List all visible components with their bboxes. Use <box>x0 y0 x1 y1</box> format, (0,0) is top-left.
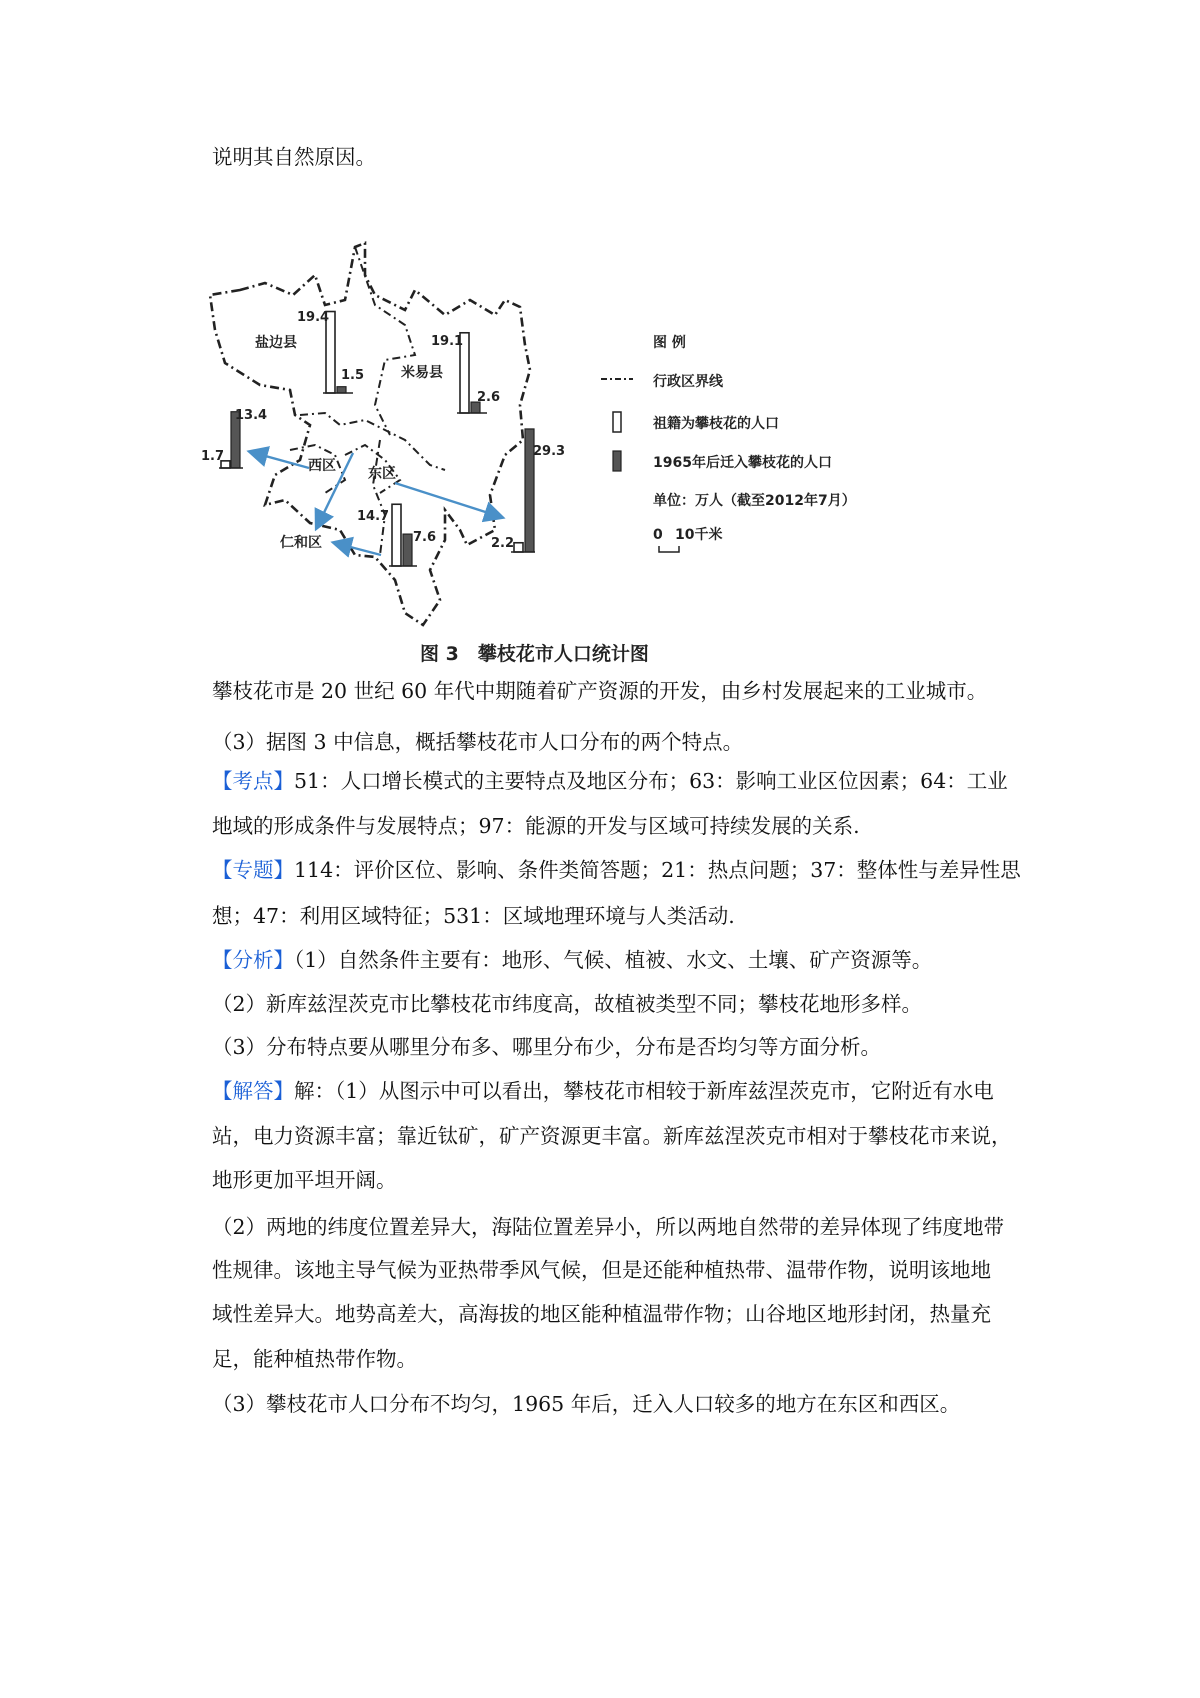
legend-migrant-symbol <box>613 451 621 471</box>
jieda-line-4: （2）两地的纬度位置差异大，海陆位置差异小，所以两地自然带的差异体现了纬度地带 <box>212 1215 1005 1239</box>
zhuanti-tag: 【专题】 <box>212 858 294 882</box>
jieda-line-8: （3）攀枝花市人口分布不均匀，1965 年后，迁入人口较多的地方在东区和西区。 <box>212 1392 961 1416</box>
jieda-line-2: 站，电力资源丰富；靠近钛矿，矿产资源更丰富。新库兹涅茨克市相对于攀枝花市来说， <box>212 1124 1012 1148</box>
paragraph-p2: （3）据图 3 中信息，概括攀枝花市人口分布的两个特点。 <box>212 730 744 754</box>
zhuanti-text-1: 114：评价区位、影响、条件类简答题；21：热点问题；37：整体性与差异性思 <box>294 858 1021 882</box>
label-dongqu: 东区 <box>368 466 396 482</box>
zhuanti-line-2: 想；47：利用区域特征；531：区域地理环境与人类活动. <box>212 904 735 928</box>
figure-caption: 图 3 攀枝花市人口统计图 <box>420 643 649 665</box>
value-yanbian-native: 19.4 <box>297 310 330 325</box>
legend-scale-label: 10千米 <box>675 527 723 543</box>
value-miyi-native: 19.1 <box>431 334 464 349</box>
zhuanti-line-1 <box>212 856 1032 884</box>
kaodian-tag: 【考点】 <box>212 769 294 793</box>
bar-dongqu-native <box>514 543 523 552</box>
jieda-line-7: 足，能种植热带作物。 <box>212 1347 417 1371</box>
value-renhe-migrant: 7.6 <box>413 530 437 545</box>
legend-migrant-label: 1965年后迁入攀枝花的人口 <box>653 455 832 471</box>
jieda-tag: 【解答】 <box>212 1079 294 1103</box>
value-yanbian-migrant: 1.5 <box>341 368 365 383</box>
fenxi-line-2: （2）新库兹涅茨克市比攀枝花市纬度高，故植被类型不同；攀枝花地形多样。 <box>212 992 923 1016</box>
legend-title: 图 例 <box>653 335 686 351</box>
label-yanbian: 盐边县 <box>255 335 297 351</box>
jieda-line-1 <box>212 1077 1032 1105</box>
legend-boundary-label: 行政区界线 <box>653 374 723 390</box>
value-xiqu-native: 1.7 <box>201 449 225 464</box>
legend-native-label: 祖籍为攀枝花的人口 <box>653 416 779 432</box>
fenxi-line-3: （3）分布特点要从哪里分布多、哪里分布少，分布是否均匀等方面分析。 <box>212 1035 882 1059</box>
population-map <box>201 255 1005 735</box>
bar-renhe-native <box>392 504 401 566</box>
intro-line: 说明其自然原因。 <box>212 145 376 169</box>
value-dongqu-native: 2.2 <box>491 536 515 551</box>
value-miyi-migrant: 2.6 <box>477 390 501 405</box>
fenxi-tag: 【分析】 <box>212 948 294 972</box>
outer-boundary <box>210 243 530 625</box>
arrow-to-dongqu-bar <box>395 483 501 517</box>
label-miyi: 米易县 <box>401 365 443 381</box>
kaodian-text-1: 51：人口增长模式的主要特点及地区分布；63：影响工业区位因素；64：工业 <box>294 769 1008 793</box>
legend-scale-zero: 0 <box>653 527 663 543</box>
fenxi-line-1 <box>212 946 1032 974</box>
arrow-renhe-bar-to-label <box>335 543 381 555</box>
value-renhe-native: 14.7 <box>357 509 390 524</box>
paragraph-p1: 攀枝花市是 20 世纪 60 年代中期随着矿产资源的开发，由乡村发展起来的工业城市。 <box>212 679 988 703</box>
bar-yanbian-migrant <box>337 387 346 393</box>
inner-boundary-renhe <box>373 440 385 555</box>
fenxi-text-1: （1）自然条件主要有：地形、气候、植被、水文、土壤、矿产资源等。 <box>294 948 933 972</box>
legend-scale-bar <box>659 546 679 552</box>
label-renhe: 仁和区 <box>280 535 322 551</box>
value-xiqu-migrant: 13.4 <box>235 408 268 423</box>
jieda-line-6: 域性差异大。地势高差大，高海拔的地区能种植温带作物；山谷地区地形封闭，热量充 <box>212 1302 991 1326</box>
kaodian-line-1 <box>212 767 1032 795</box>
legend-unit: 单位：万人（截至2012年7月） <box>653 493 856 509</box>
label-xiqu: 西区 <box>308 458 336 474</box>
kaodian-line-2: 地域的形成条件与发展特点；97：能源的开发与区域可持续发展的关系. <box>212 814 860 838</box>
legend-native-symbol <box>613 412 621 432</box>
jieda-line-5: 性规律。该地主导气候为亚热带季风气候，但是还能种植热带、温带作物，说明该地地 <box>212 1258 991 1282</box>
jieda-text-1: 解：（1）从图示中可以看出，攀枝花市相较于新库兹涅茨克市，它附近有水电 <box>294 1079 994 1103</box>
population-map-figure <box>201 255 1005 735</box>
bar-renhe-migrant <box>403 534 412 566</box>
value-dongqu-migrant: 29.3 <box>533 444 566 459</box>
jieda-line-3: 地形更加平坦开阔。 <box>212 1168 397 1192</box>
